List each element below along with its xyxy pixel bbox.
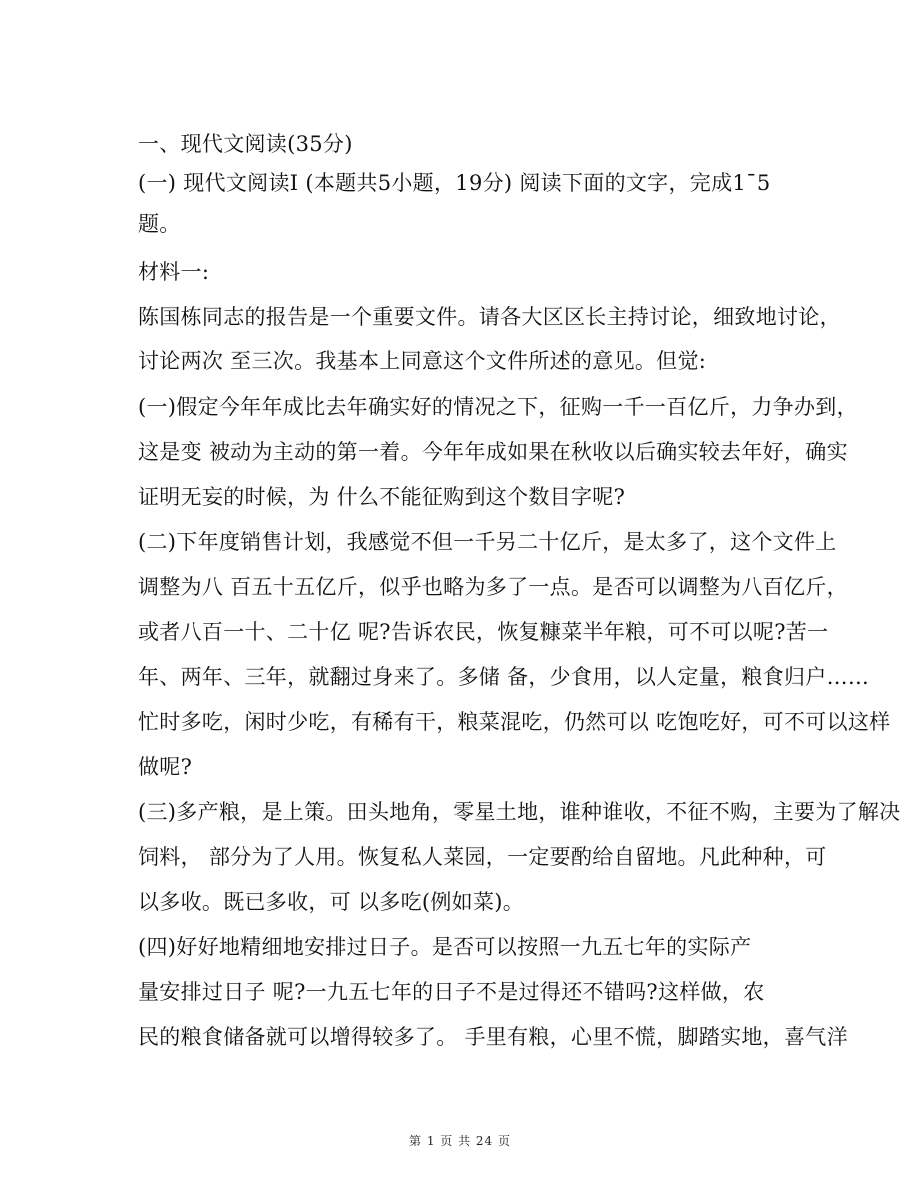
section-heading: 一、现代文阅读(35分) [138, 132, 353, 156]
paragraph-line: 量安排过日子 呢?一九五七年的日子不是过得还不错吗?这样做，农 [138, 980, 765, 1004]
paragraph-line: 做呢? [138, 755, 193, 779]
paragraph-line: (二)下年度销售计划，我感觉不但一千另二十亿斤，是太多了，这个文件上 [138, 530, 837, 554]
paragraph-line: 年、两年、三年，就翻过身来了。多储 备，少食用，以人定量，粮食归户…… [138, 665, 870, 689]
paragraph-line: (四)好好地精细地安排过日子。是否可以按照一九五七年的实际产 [138, 935, 752, 959]
material-label: 材料一: [138, 260, 210, 284]
paragraph-line: 陈国栋同志的报告是一个重要文件。请各大区区长主持讨论，细致地讨论， [138, 305, 841, 329]
paragraph-line: (三)多产粮，是上策。田头地角，零星土地，谁种谁收，不征不购，主要为了解决 [138, 800, 901, 824]
paragraph-line: 这是变 被动为主动的第一着。今年年成如果在秋收以后确实较去年好，确实 [138, 440, 848, 464]
paragraph-line: (一)假定今年年成比去年确实好的情况之下，征购一千一百亿斤，力争办到， [138, 395, 858, 419]
paragraph-line: 以多收。既已多收，可 以多吃(例如菜)。 [138, 890, 525, 914]
paragraph-line: 饲料， 部分为了人用。恢复私人菜园，一定要酌给自留地。凡此种种，可 [138, 845, 827, 869]
subsection-heading-line-2: 题。 [138, 212, 181, 236]
paragraph-line: 调整为八 百五十五亿斤，似乎也略为多了一点。是否可以调整为八百亿斤， [138, 575, 848, 599]
paragraph-line: 讨论两次 至三次。我基本上同意这个文件所述的意见。但觉: [138, 349, 707, 373]
subsection-heading-line-1: (一) 现代文阅读Ⅰ (本题共5小题，19分) 阅读下面的文字，完成1¯5 [138, 171, 771, 195]
paragraph-line: 证明无妄的时候，为 什么不能征购到这个数目字呢? [138, 485, 626, 509]
page-number-footer: 第 1 页 共 24 页 [409, 1134, 511, 1148]
paragraph-line: 忙时多吃，闲时少吃，有稀有干，粮菜混吃，仍然可以 吃饱吃好，可不可以这样 [138, 710, 891, 734]
paragraph-line: 或者八百一十、二十亿 呢?告诉农民，恢复糠菜半年粮，可不可以呢?苦一 [138, 620, 829, 644]
paragraph-line: 民的粮食储备就可以增得较多了。 手里有粮，心里不慌，脚踏实地，喜气洋 [138, 1025, 848, 1049]
